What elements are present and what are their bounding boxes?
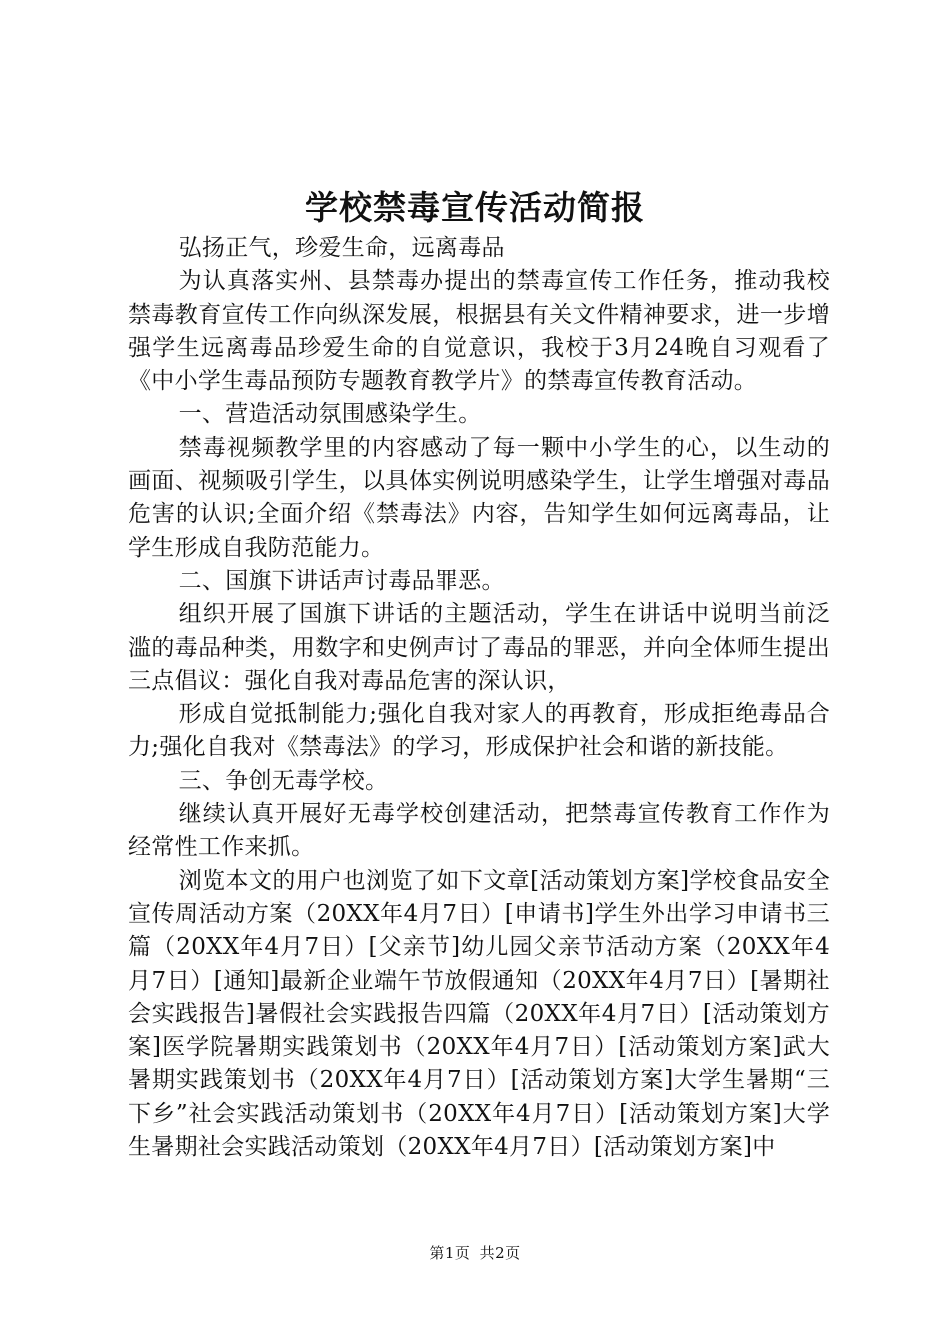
slogan-paragraph: 弘扬正气，珍爱生命，远离毒品 [178,235,505,261]
page-number: 第1页 [429,1244,471,1262]
document-body [128,232,830,1164]
intro-paragraph: 为认真落实州、县禁毒办提出的禁毒宣传工作任务，推动我校禁毒教育宣传工作向纵深发展，根据县有关文件精神要求，进一步增强学生远离毒品珍爱生命的自觉意识，我校于3月24晚自习观看了《中小学生毒品预防专题教育教学片》的禁毒宣传教育活动。 [128,268,830,395]
section-heading-3: 三、争创无毒学校。 [178,767,389,794]
document-title: 学校禁毒宣传活动简报 [305,188,645,227]
page-footer [0,1243,950,1263]
section-2-paragraph: 组织开展了国旗下讲话的主题活动，学生在讲话中说明当前泛滥的毒品种类，用数字和史例声讨了毒品的罪恶，并向全体师生提出三点倡议：强化自我对毒品危害的深认识， [128,601,830,694]
page-total: 共2页 [479,1244,521,1262]
section-3-paragraph: 继续认真开展好无毒学校创建活动，把禁毒宣传教育工作作为经常性工作来抓。 [128,801,830,861]
section-heading-2: 二、国旗下讲话声讨毒品罪恶。 [178,567,505,594]
section-2-paragraph-continued: 形成自觉抵制能力;强化自我对家人的再教育，形成拒绝毒品合力;强化自我对《禁毒法》的学习，形成保护社会和谐的新技能。 [128,701,830,761]
section-1-paragraph: 禁毒视频教学里的内容感动了每一颗中小学生的心，以生动的画面、视频吸引学生，以具体实例说明感染学生，让学生增强对毒品危害的认识;全面介绍《禁毒法》内容，告知学生如何远离毒品，让学生形成自我防范能力。 [128,434,830,561]
section-heading-1: 一、营造活动氛围感染学生。 [178,401,482,428]
related-articles-paragraph: 浏览本文的用户也浏览了如下文章[活动策划方案]学校食品安全宣传周活动方案（20XX年4月7日）[申请书]学生外出学习申请书三篇（20XX年4月7日）[父亲节]幼儿园父亲节活动方案（20XX年4月7日）[通知]最新企业端午节放假通知（20XX年4月7日）[暑期社会实践报告]暑假社会实践报告四篇（20XX年4月7日）[活动策划方案]医学院暑期实践策划书（20XX年4月7日）[活动策划方案]武大暑期实践策划书（20XX年4月7日）[活动策划方案]大学生暑期“三下乡”社会实践活动策划书（20XX年4月7日）[活动策划方案]大学生暑期社会实践活动策划（20XX年4月7日）[活动策划方案]中 [128,867,830,1161]
